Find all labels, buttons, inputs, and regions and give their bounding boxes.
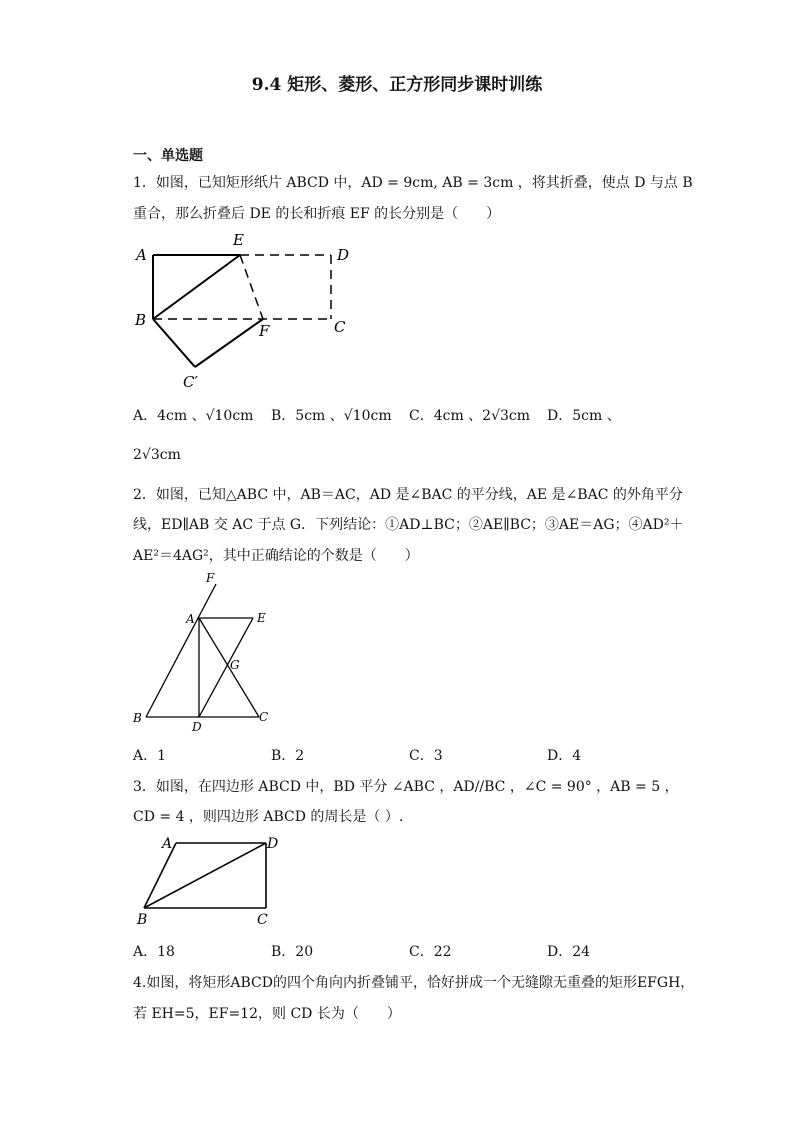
q1-label-f: F xyxy=(259,322,270,340)
q3-edge-ab xyxy=(144,843,176,908)
q3-option-d[interactable]: D．24 xyxy=(547,944,591,960)
q3-figure xyxy=(132,832,292,936)
q1-label-c: C xyxy=(334,318,346,336)
q1-option-d-continued: 2√3cm xyxy=(133,447,181,463)
q2-option-a[interactable]: A．1 xyxy=(133,748,167,764)
q1-label-b: B xyxy=(135,311,147,329)
q1-text-line2: 重合，那么折叠后 DE 的长和折痕 EF 的长分别是（ ） xyxy=(133,206,501,222)
q1-label-a: A xyxy=(136,246,147,264)
q2-label-f: F xyxy=(206,571,215,585)
q1-option-d[interactable]: D．5cm 、 xyxy=(547,408,621,424)
q3-edge-bd xyxy=(144,843,266,908)
q3-option-b[interactable]: B．20 xyxy=(271,944,314,960)
q2-line-ac xyxy=(199,618,259,717)
q3-text-line1: 3．如图，在四边形 ABCD 中，BD 平分 ∠ABC ，AD//BC ，∠C = 90° ，AB = 5 ， xyxy=(133,779,679,795)
q1-option-c[interactable]: C．4cm 、2√3cm xyxy=(409,408,531,424)
q3-text-line2: CD = 4 ，则四边形 ABCD 的周长是（ ）. xyxy=(133,809,404,825)
q1-edge-ef xyxy=(240,255,263,319)
q2-option-b[interactable]: B．2 xyxy=(271,748,305,764)
q1-label-d: D xyxy=(337,246,350,264)
q2-label-g: G xyxy=(230,658,240,672)
q2-label-b: B xyxy=(133,711,142,725)
q3-option-a[interactable]: A．18 xyxy=(133,944,175,960)
q2-figure xyxy=(128,570,288,739)
q2-line-bf xyxy=(146,584,216,717)
q2-line-de xyxy=(199,618,253,717)
section-heading: 一、单选题 xyxy=(133,148,203,164)
q2-label-d: D xyxy=(192,720,202,734)
q1-option-b[interactable]: B．5cm 、√10cm xyxy=(271,408,392,424)
q2-text-line1: 2．如图，已知△ABC 中，AB＝AC，AD 是∠BAC 的平分线，AE 是∠BAC 的外角平分 xyxy=(133,487,683,503)
q2-option-d[interactable]: D．4 xyxy=(547,748,582,764)
q4-text-line2: 若 EH=5，EF=12，则 CD 长为（ ） xyxy=(133,1006,401,1022)
q3-label-c: C xyxy=(257,912,268,928)
q1-edge-be xyxy=(153,255,240,319)
q2-label-e: E xyxy=(257,611,266,625)
q1-edge-c1f xyxy=(195,319,263,367)
q2-text-line2: 线，ED∥AB 交 AC 于点 G．下列结论：①AD⊥BC；②AE∥BC；③AE＝AG；④AD²＋ xyxy=(133,517,684,533)
q1-option-a[interactable]: A．4cm 、√10cm xyxy=(133,408,254,424)
q3-label-a: A xyxy=(162,836,173,852)
q2-label-c: C xyxy=(259,710,269,724)
q1-edge-bc1 xyxy=(153,319,195,367)
q1-label-c-prime: C′ xyxy=(183,373,198,391)
q1-text-line1: 1．如图，已知矩形纸片 ABCD 中，AD = 9cm, AB = 3cm ，将其折叠，使点 D 与点 B xyxy=(133,175,693,191)
q4-text-line1: 4.如图，将矩形ABCD的四个角向内折叠铺平，恰好拼成一个无缝隙无重叠的矩形EFGH， xyxy=(133,975,695,991)
q2-label-a: A xyxy=(186,612,195,626)
q3-option-c[interactable]: C．22 xyxy=(409,944,452,960)
page-title: 9.4 矩形、菱形、正方形同步课时训练 xyxy=(251,75,543,95)
q3-label-d: D xyxy=(267,836,279,852)
q2-text-line3: AE²＝4AG²，其中正确结论的个数是（ ） xyxy=(133,548,419,564)
q3-label-b: B xyxy=(137,912,148,928)
q1-label-e: E xyxy=(233,231,244,249)
q1-figure xyxy=(130,228,370,397)
q2-option-c[interactable]: C．3 xyxy=(409,748,443,764)
